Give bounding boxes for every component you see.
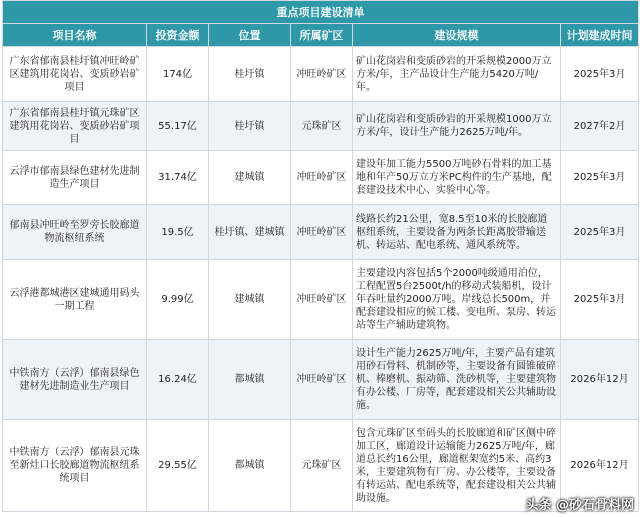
table-row [3, 47, 639, 102]
mining-district: 冲旺岭矿区 [291, 205, 353, 260]
construction-scale: 建设年加工能力5500万吨砂石骨料的加工基地和年产50万立方米PC构件的生产基地，配套建设技术中心、实验中心等。 [353, 151, 561, 205]
mining-district: 冲旺岭矿区 [291, 47, 353, 102]
investment-amount: 174亿 [147, 47, 209, 102]
table-row [3, 340, 639, 420]
location: 建城镇 [209, 151, 291, 205]
investment-amount: 31.74亿 [147, 151, 209, 205]
location: 桂圩镇 [209, 102, 291, 151]
table-title: 重点项目建设清单 [3, 1, 639, 24]
project-name: 中铁南方（云浮）郁南县绿色建材先进制造业生产项目 [3, 340, 147, 420]
project-name: 云浮市郁南县绿色建材先进制造生产项目 [3, 151, 147, 205]
table-header-row [3, 24, 639, 47]
header-investment: 投资金额 [147, 24, 209, 47]
project-name: 云浮港都城港区建城通用码头一期工程 [3, 260, 147, 340]
location: 桂圩镇 [209, 47, 291, 102]
project-name: 郁南县冲旺岭至罗旁长胶廊道物流枢纽系统 [3, 205, 147, 260]
mining-district: 冲旺岭矿区 [291, 260, 353, 340]
investment-amount: 9.99亿 [147, 260, 209, 340]
header-completion: 计划建成时间 [561, 24, 639, 47]
location: 建城镇 [209, 260, 291, 340]
project-name: 中铁南方（云浮）郁南县元珠至新灶口长胶廊道物流枢纽系统项目 [3, 420, 147, 512]
project-table [2, 0, 639, 512]
watermark: 头条 @砂石骨料网 [525, 498, 634, 513]
header-location: 位置 [209, 24, 291, 47]
construction-scale: 主要建设内容包括5个2000吨级通用泊位，工程配置5台2500t/h的移动式装船机，设计年吞吐量约2000万吨。岸线总长500m，并配套建设相应的候工楼、变电所、泵房、转运站等生产辅助建筑物。 [353, 260, 561, 340]
table-title-row [3, 1, 639, 24]
completion-date: 2025年3月 [561, 205, 639, 260]
construction-scale: 设计生产能力2625万吨/年，主要产品有建筑用砂石骨料、机制砂等，主要设备有圆锥破碎机、棒磨机、振动筛、洗砂机等，主要建筑物有办公楼、厂房等，配套建设相关公共辅助设施。 [353, 340, 561, 420]
header-name: 项目名称 [3, 24, 147, 47]
construction-scale: 包含元珠矿区至码头的长胶廊道和矿区侧中碎加工区，廊道设计运输能力2625万吨/年，廊道总长约16公里，廊道框架宽约5米、高约3米，主要建筑物有厂房、办公楼等，主要设备有转运站、配电系统等，配套建设相关公共辅助设施。 [353, 420, 561, 512]
construction-scale: 线路长约21公里，宽8.5至10米的长胶廊道枢纽系统，主要设备为两条长距离胶带输送机、转运站、配电系统、通风系统等。 [353, 205, 561, 260]
completion-date: 2026年12月 [561, 420, 639, 512]
location: 桂圩镇、建城镇 [209, 205, 291, 260]
location: 都城镇 [209, 420, 291, 512]
project-name: 广东省郁南县桂圩镇冲旺岭矿区建筑用花岗岩、变质砂岩矿项目 [3, 47, 147, 102]
completion-date: 2025年3月 [561, 151, 639, 205]
investment-amount: 29.55亿 [147, 420, 209, 512]
mining-district: 元珠矿区 [291, 420, 353, 512]
project-name: 广东省郁南县桂圩镇元珠矿区建筑用花岗岩、变质砂岩矿项目 [3, 102, 147, 151]
completion-date: 2025年3月 [561, 47, 639, 102]
investment-amount: 55.17亿 [147, 102, 209, 151]
investment-amount: 19.5亿 [147, 205, 209, 260]
investment-amount: 16.24亿 [147, 340, 209, 420]
table-row [3, 205, 639, 260]
completion-date: 2026年12月 [561, 340, 639, 420]
table-row [3, 260, 639, 340]
mining-district: 冲旺岭矿区 [291, 151, 353, 205]
mining-district: 元珠矿区 [291, 102, 353, 151]
header-district: 所属矿区 [291, 24, 353, 47]
location: 都城镇 [209, 340, 291, 420]
mining-district: 冲旺岭矿区 [291, 340, 353, 420]
table-row [3, 102, 639, 151]
header-scale: 建设规模 [353, 24, 561, 47]
construction-scale: 矿山花岗岩和变质砂岩的开采规模1000万立方米/年，设计生产能力2625万吨/年。 [353, 102, 561, 151]
table-row [3, 151, 639, 205]
completion-date: 2025年3月 [561, 260, 639, 340]
construction-scale: 矿山花岗岩和变质砂岩的开采规模2000万立方米/年，主产品设计生产能力5420万吨/年。 [353, 47, 561, 102]
completion-date: 2027年2月 [561, 102, 639, 151]
